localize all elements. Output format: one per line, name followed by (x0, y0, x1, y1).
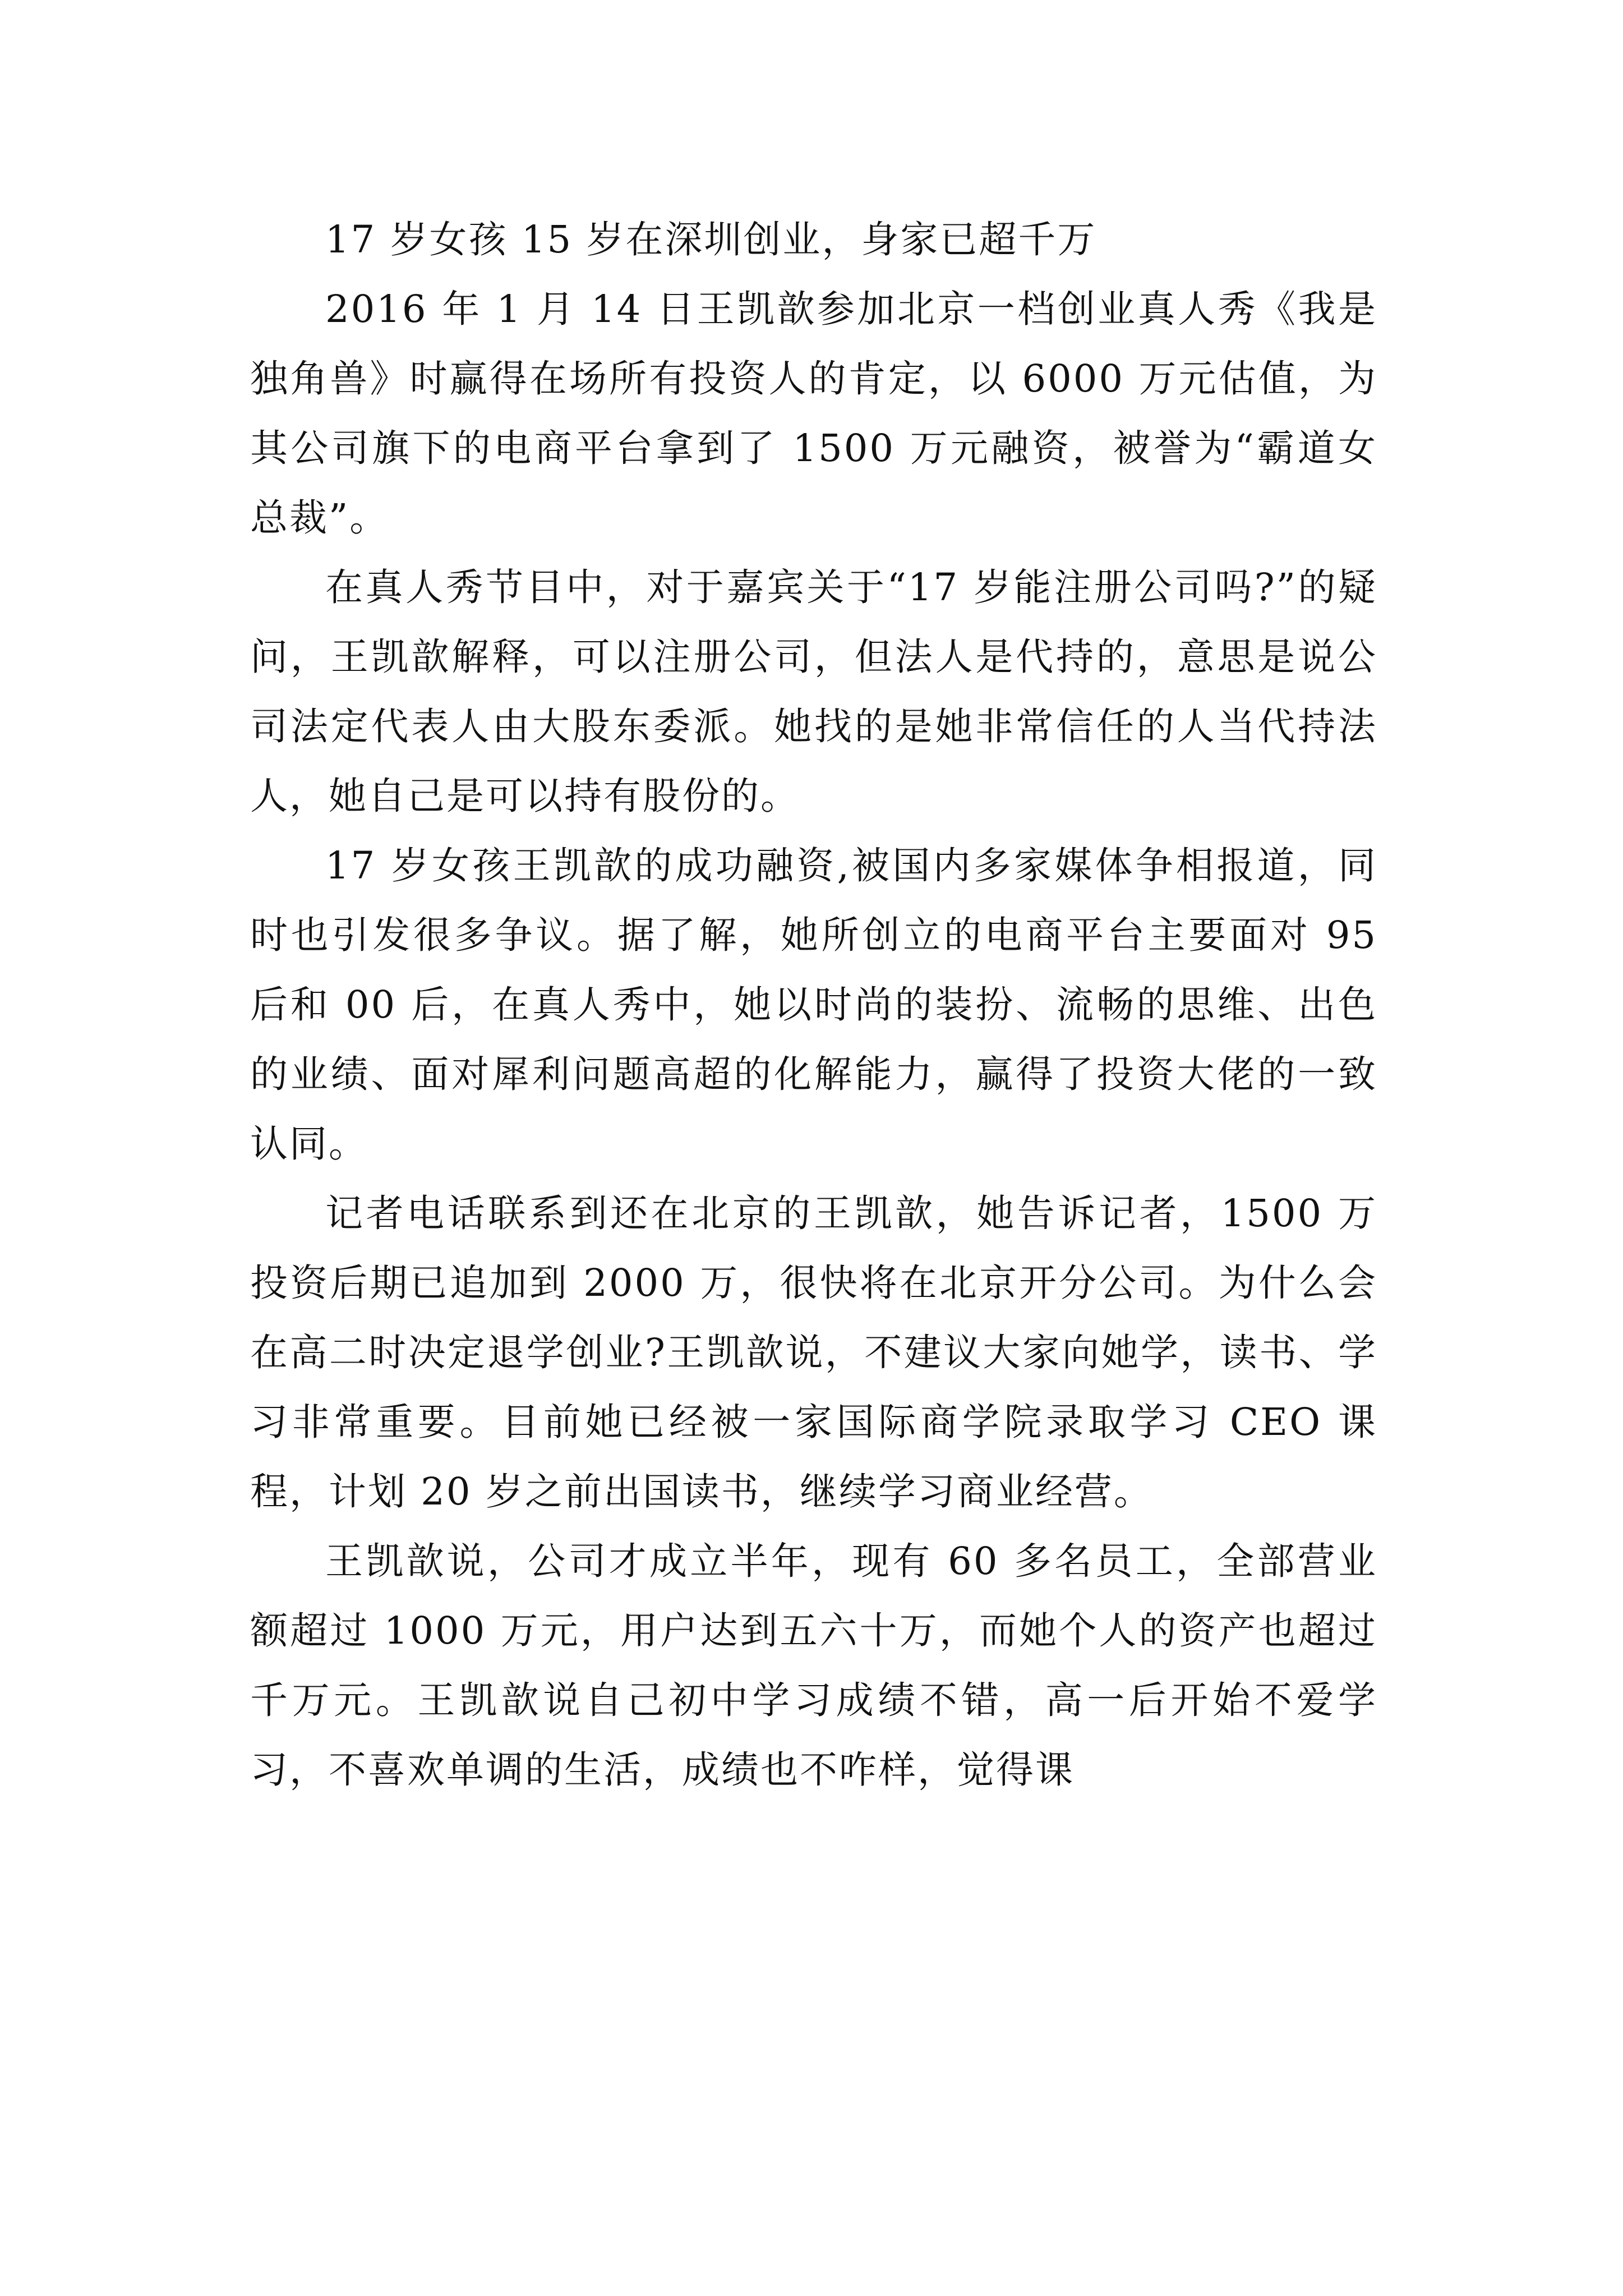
paragraph-2: 在真人秀节目中，对于嘉宾关于“17 岁能注册公司吗?”的疑问，王凯歆解释，可以注册公司，但法人是代持的，意思是说公司法定代表人由大股东委派。她找的是她非常信任的人当代持法人，她自己是可以持有股份的。 (250, 565, 1377, 818)
paragraph-5: 王凯歆说，公司才成立半年，现有 60 多名员工，全部营业额超过 1000 万元，用户达到五六十万，而她个人的资产也超过千万元。王凯歆说自己初中学习成绩不错，高一后开始不爱学习，不喜欢单调的生活，成绩也不咋样，觉得课 (250, 1539, 1377, 1792)
article-body (250, 205, 1377, 1805)
paragraph-4: 记者电话联系到还在北京的王凯歆，她告诉记者，1500 万投资后期已追加到 2000 万，很快将在北京开分公司。为什么会在高二时决定退学创业?王凯歆说，不建议大家向她学，读书、学习非常重要。目前她已经被一家国际商学院录取学习 CEO 课程，计划 20 岁之前出国读书，继续学习商业经营。 (250, 1191, 1377, 1513)
paragraph-1: 2016 年 1 月 14 日王凯歆参加北京一档创业真人秀《我是独角兽》时赢得在场所有投资人的肯定，以 6000 万元估值，为其公司旗下的电商平台拿到了 1500 万元融资，被誉为“霸道女总裁”。 (250, 287, 1377, 540)
article-title: 17 岁女孩 15 岁在深圳创业，身家已超千万 (325, 218, 1097, 261)
paragraph-3: 17 岁女孩王凯歆的成功融资,被国内多家媒体争相报道，同时也引发很多争议。据了解，她所创立的电商平台主要面对 95 后和 00 后，在真人秀中，她以时尚的装扮、流畅的思维、出色的业绩、面对犀利问题高超的化解能力，赢得了投资大佬的一致认同。 (250, 844, 1377, 1166)
